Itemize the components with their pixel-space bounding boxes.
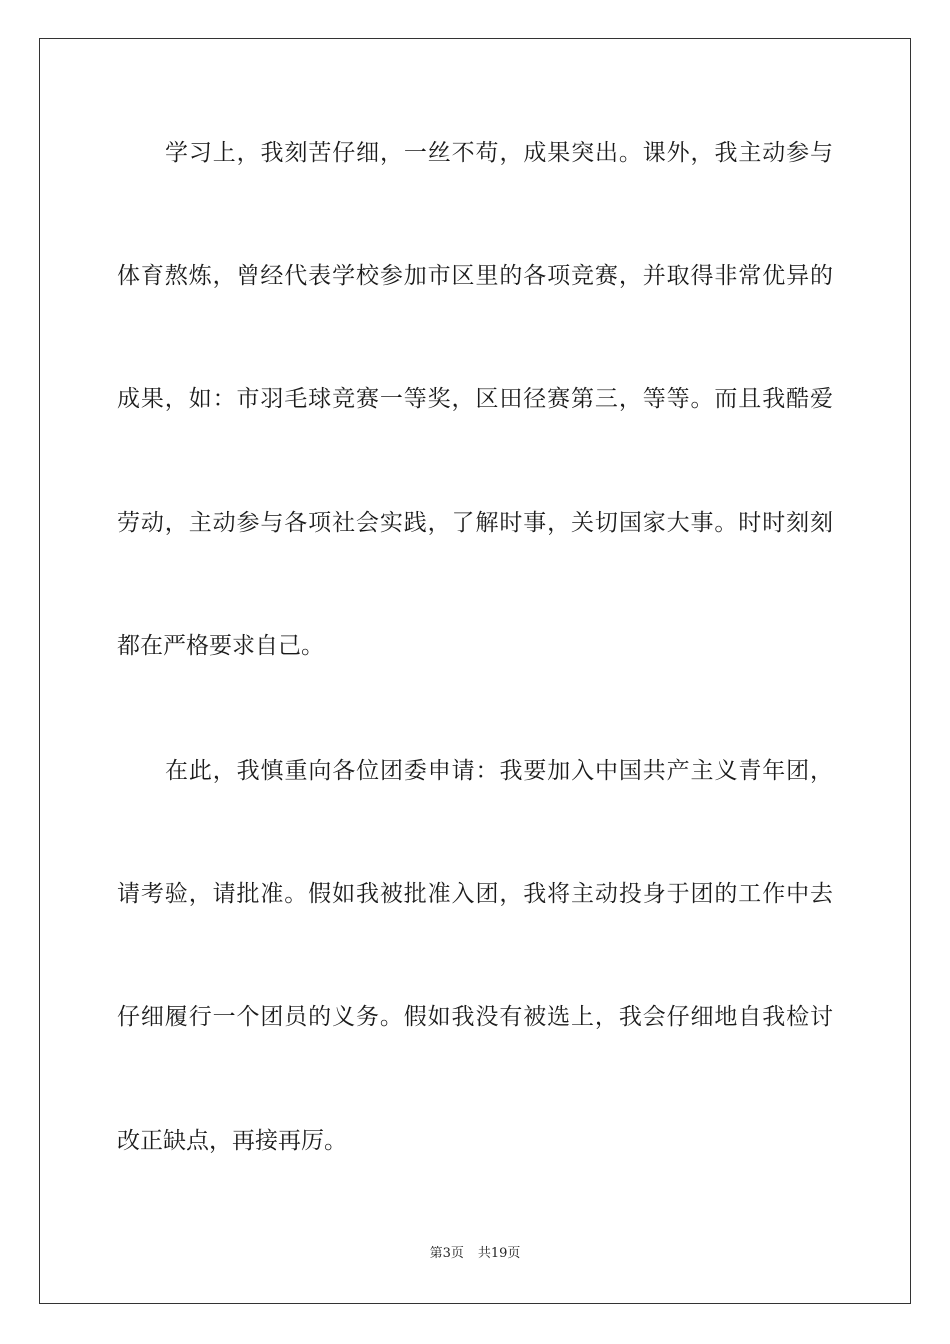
paragraph-1-line-5: 都在严格要求自己。 (117, 633, 324, 659)
paragraph-2-line-3: 仔细履行一个团员的义务。假如我没有被选上，我会仔细地自我检讨 (117, 1004, 833, 1030)
page-total: 共19页 (477, 1246, 521, 1261)
paragraph-1-line-1: 学习上，我刻苦仔细，一丝不苟，成果突出。课外，我主动参与 (165, 140, 833, 166)
paragraph-1-line-3: 成果，如：市羽毛球竞赛一等奖，区田径赛第三，等等。而且我酷爱 (117, 386, 833, 412)
paragraph-2-line-2: 请考验，请批准。假如我被批准入团，我将主动投身于团的工作中去 (117, 881, 833, 907)
paragraph-2-line-1: 在此，我慎重向各位团委申请：我要加入中国共产主义青年团， (165, 758, 833, 784)
paragraph-1-line-2: 体育熬炼，曾经代表学校参加市区里的各项竞赛，并取得非常优异的 (117, 263, 833, 289)
page-border (39, 38, 911, 1304)
paragraph-2-line-4: 改正缺点，再接再厉。 (117, 1128, 347, 1154)
page-number: 第3页 (429, 1246, 464, 1261)
page-footer (0, 1245, 950, 1263)
paragraph-1-line-4: 劳动，主动参与各项社会实践，了解时事，关切国家大事。时时刻刻 (117, 510, 833, 536)
